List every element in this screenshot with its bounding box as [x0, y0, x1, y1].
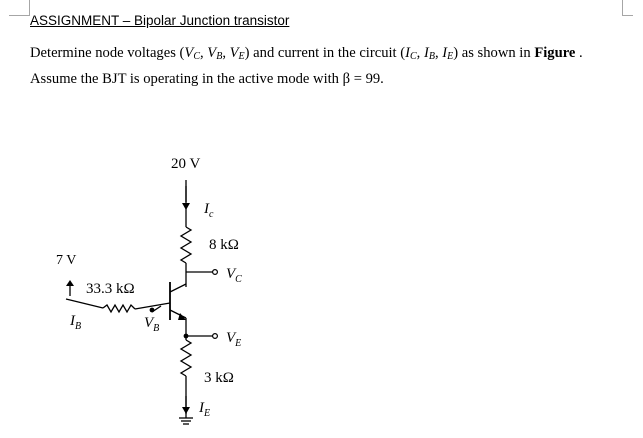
transistor-emitter-lead: [170, 310, 186, 318]
base-current-arrowhead: [66, 280, 74, 286]
base-source-label: 7 V: [56, 253, 77, 268]
emitter-node-label: $V_E$: [226, 330, 242, 349]
emitter-terminal: [213, 334, 218, 339]
base-resistor-symbol: [103, 305, 135, 312]
collector-resistor-symbol: [181, 227, 191, 263]
collector-resistor-label: 8 kΩ: [209, 237, 239, 253]
collector-terminal: [213, 270, 218, 275]
var-vc: $V_C$: [184, 45, 200, 62]
text-run: .: [575, 45, 583, 61]
figure-reference: Figure: [534, 45, 576, 61]
text-run: ) and current in the circuit (: [244, 45, 406, 61]
base-source-wire: [66, 299, 103, 308]
emitter-resistor-symbol: [181, 340, 191, 376]
text-run: ,: [434, 45, 443, 61]
text-run: ,: [222, 45, 230, 61]
emitter-resistor-label: 3 kΩ: [204, 370, 234, 386]
var-ic: $I_C$: [405, 45, 417, 62]
base-node-dot: [150, 308, 155, 313]
text-run: ,: [416, 45, 424, 61]
transistor-collector-lead: [170, 284, 186, 292]
assignment-heading[interactable]: ASSIGNMENT – Bipolar Junction transistor: [30, 13, 290, 28]
base-resistor-label: 33.3 kΩ: [86, 281, 135, 297]
text-run: Determine node voltages (: [30, 45, 185, 61]
emitter-node-dot: [184, 334, 189, 339]
emitter-current-arrowhead: [182, 407, 190, 414]
supply-voltage-label: 20 V: [171, 156, 201, 172]
assumption-paragraph[interactable]: Assume the BJT is operating in the active mode with β = 99.: [30, 71, 384, 87]
var-vb: $V_B$: [207, 45, 223, 62]
var-ve: $V_E$: [229, 45, 245, 62]
collector-current-label: $I_c$: [204, 201, 214, 220]
text-run: ,: [200, 45, 208, 61]
text-run: ) as shown in: [453, 45, 535, 61]
var-ib: $I_B$: [423, 45, 435, 62]
collector-current-arrowhead: [182, 203, 190, 210]
collector-node-label: $V_C$: [226, 266, 242, 285]
emitter-current-label: $I_E$: [199, 400, 211, 419]
base-node-label: $V_B$: [144, 315, 160, 334]
var-ie: $I_E$: [442, 45, 454, 62]
base-current-label: $I_B$: [70, 313, 82, 332]
